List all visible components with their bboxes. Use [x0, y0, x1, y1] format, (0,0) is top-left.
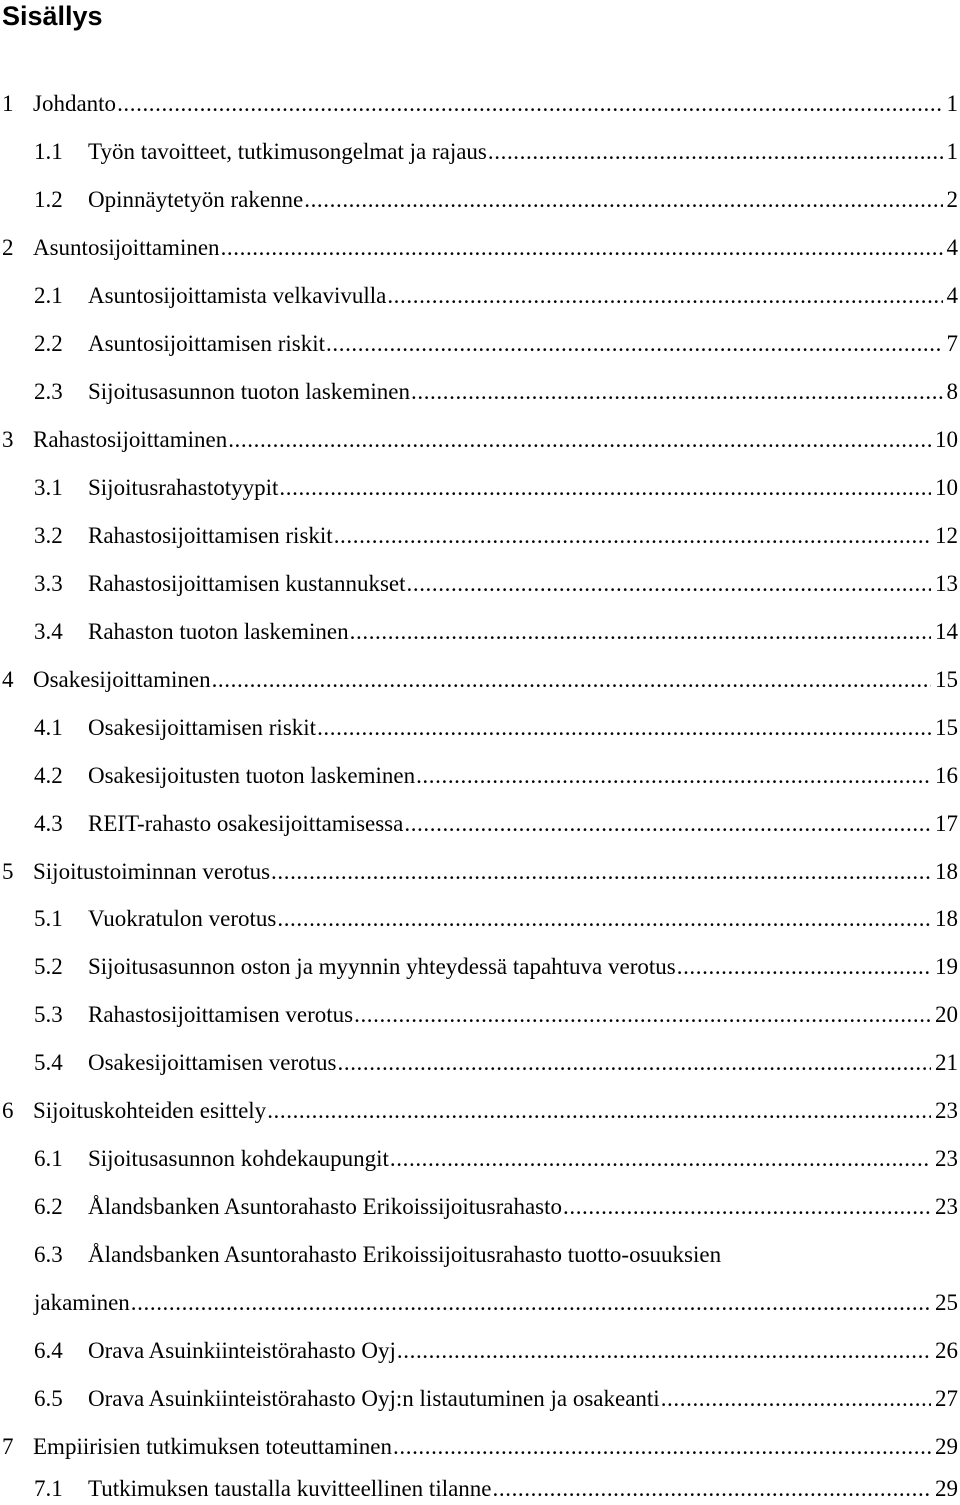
toc-entry-title: Tutkimuksen taustalla kuvitteellinen tilanne: [88, 1476, 492, 1501]
toc-entry-1[interactable]: [2, 88, 960, 120]
toc-entry-title: Osakesijoittamisen riskit: [88, 715, 317, 740]
toc-entry-number: 6: [2, 1098, 14, 1123]
toc-entry-number: 5: [2, 859, 14, 884]
toc-entry-number: 3.1: [34, 475, 63, 500]
toc-entry-number: 7: [2, 1434, 14, 1459]
toc-entry-number: 1.1: [34, 139, 63, 164]
toc-entry-title-continuation: jakaminen: [34, 1290, 130, 1315]
toc-entry-number: 6.1: [34, 1146, 63, 1171]
toc-entry-7[interactable]: [2, 1431, 960, 1463]
toc-entry-page: 26: [935, 1338, 958, 1363]
toc-entry-title: Sijoitusasunnon tuoton laskeminen: [88, 379, 410, 404]
toc-entry-page: 8: [946, 379, 958, 404]
toc-entry-title: Opinnäytetyön rakenne: [88, 187, 304, 212]
toc-dot-leader: [393, 1431, 931, 1463]
toc-entry-page: 15: [935, 715, 958, 740]
toc-entry-3-3[interactable]: [34, 568, 960, 600]
toc-entry-5[interactable]: [2, 856, 960, 888]
toc-entry-page: 27: [935, 1386, 958, 1411]
toc-entry-title: Rahaston tuoton laskeminen: [88, 619, 349, 644]
toc-entry-1-2[interactable]: [34, 184, 960, 216]
toc-entry-1-1[interactable]: [34, 136, 960, 168]
toc-entry-5-4[interactable]: [34, 1047, 960, 1079]
toc-entry-3-2[interactable]: [34, 520, 960, 552]
toc-entry-title: Vuokratulon verotus: [88, 906, 277, 931]
toc-entry-2-3[interactable]: [34, 376, 960, 408]
toc-entry-title: Orava Asuinkiinteistörahasto Oyj:n listautuminen ja osakeanti: [88, 1386, 660, 1411]
toc-entry-page: 12: [935, 523, 958, 548]
toc-dot-leader: [354, 999, 931, 1031]
toc-entry-title: Empiirisien tutkimuksen toteuttaminen: [33, 1434, 393, 1459]
toc-entry-3[interactable]: [2, 424, 960, 456]
toc-entry-title: Asuntosijoittamista velkavivulla: [88, 283, 387, 308]
toc-entry-title: Asuntosijoittamisen riskit: [88, 331, 326, 356]
toc-entry-page: 23: [935, 1146, 958, 1171]
toc-entry-number: 2.2: [34, 331, 63, 356]
toc-entry-6-2[interactable]: [34, 1191, 960, 1223]
toc-dot-leader: [221, 232, 943, 264]
toc-entry-number: 3.3: [34, 571, 63, 596]
toc-entry-number: 2: [2, 235, 14, 260]
toc-dot-leader: [350, 616, 931, 648]
toc-entry-page: 2: [946, 187, 958, 212]
toc-entry-6[interactable]: [2, 1095, 960, 1127]
toc-entry-title: Rahastosijoittamisen kustannukset: [88, 571, 406, 596]
toc-entry-page: 4: [946, 235, 958, 260]
toc-dot-leader: [212, 664, 931, 696]
toc-entry-page: 18: [935, 906, 958, 931]
toc-entry-title: Ålandsbanken Asuntorahasto Erikoissijoitusrahasto: [88, 1194, 562, 1219]
toc-dot-leader: [271, 856, 931, 888]
toc-entry-title: Osakesijoittamisen verotus: [88, 1050, 337, 1075]
toc-entry-page: 23: [935, 1098, 958, 1123]
toc-entry-4[interactable]: [2, 664, 960, 696]
toc-entry-number: 4: [2, 667, 14, 692]
toc-entry-title: Sijoitustoiminnan verotus: [33, 859, 271, 884]
toc-entry-page: 1: [946, 91, 958, 116]
toc-entry-page: 17: [935, 811, 958, 836]
toc-entry-number: 5.2: [34, 954, 63, 979]
toc-entry-5-3[interactable]: [34, 999, 960, 1031]
toc-entry-number: 6.2: [34, 1194, 63, 1219]
toc-entry-number: 3.2: [34, 523, 63, 548]
toc-entry-6-4[interactable]: [34, 1335, 960, 1367]
toc-dot-leader: [387, 280, 942, 312]
toc-entry-6-5[interactable]: [34, 1383, 960, 1415]
toc-entry-number: 1.2: [34, 187, 63, 212]
toc-dot-leader: [334, 520, 931, 552]
toc-entry-page: 29: [935, 1476, 958, 1501]
toc-entry-number: 7.1: [34, 1476, 63, 1501]
toc-entry-3-4[interactable]: [34, 616, 960, 648]
toc-entry-number: 3: [2, 427, 14, 452]
toc-dot-leader: [277, 903, 931, 935]
toc-dot-leader: [390, 1143, 931, 1175]
toc-entry-2[interactable]: [2, 232, 960, 264]
toc-entry-title: Johdanto: [33, 91, 117, 116]
toc-entry-number: 5.4: [34, 1050, 63, 1075]
toc-entry-page: 23: [935, 1194, 958, 1219]
toc-entry-4-1[interactable]: [34, 712, 960, 744]
toc-entry-page: 1: [946, 139, 958, 164]
toc-entry-3-1[interactable]: [34, 472, 960, 504]
toc-entry-title: Asuntosijoittaminen: [33, 235, 220, 260]
toc-dot-leader: [267, 1095, 931, 1127]
toc-entry-number: 6.4: [34, 1338, 63, 1363]
toc-entry-page: 7: [946, 331, 958, 356]
toc-entry-number: 1: [2, 91, 14, 116]
toc-entry-4-3[interactable]: [34, 808, 960, 840]
toc-entry-page: 10: [935, 427, 958, 452]
toc-dot-leader: [397, 1335, 931, 1367]
toc-entry-page: 21: [935, 1050, 958, 1075]
toc-entry-page: 4: [946, 283, 958, 308]
toc-dot-leader: [117, 88, 942, 120]
toc-dot-leader: [326, 328, 942, 360]
toc-entry-title: Sijoitusasunnon kohdekaupungit: [88, 1146, 389, 1171]
toc-entry-title: Ålandsbanken Asuntorahasto Erikoissijoitusrahasto tuotto-osuuksien: [88, 1242, 722, 1267]
toc-dot-leader: [411, 376, 943, 408]
toc-entry-page: 29: [935, 1434, 958, 1459]
toc-dot-leader: [407, 568, 932, 600]
toc-dot-leader: [404, 808, 931, 840]
toc-entry-title: Sijoitusrahastotyypit: [88, 475, 279, 500]
toc-entry-page: 10: [935, 475, 958, 500]
toc-entry-6-3-continuation: [34, 1287, 960, 1319]
toc-entry-6-1[interactable]: [34, 1143, 960, 1175]
toc-entry-number: 5.3: [34, 1002, 63, 1027]
toc-entry-2-2[interactable]: [34, 328, 960, 360]
toc-entry-title: Orava Asuinkiinteistörahasto Oyj: [88, 1338, 396, 1363]
toc-entry-title: Osakesijoittaminen: [33, 667, 211, 692]
toc-dot-leader: [677, 951, 931, 983]
toc-dot-leader: [317, 712, 931, 744]
toc-entry-number: 6.5: [34, 1386, 63, 1411]
toc-entry-number: 4.1: [34, 715, 63, 740]
toc-entry-number: 5.1: [34, 906, 63, 931]
toc-entry-title: Rahastosijoittamisen verotus: [88, 1002, 354, 1027]
toc-entry-2-1[interactable]: [34, 280, 960, 312]
toc-entry-title: Rahastosijoittamisen riskit: [88, 523, 333, 548]
toc-entry-page: 14: [935, 619, 958, 644]
toc-entry-title: REIT-rahasto osakesijoittamisessa: [88, 811, 404, 836]
toc-entry-number: 6.3: [34, 1242, 63, 1267]
toc-entry-page: 13: [935, 571, 958, 596]
toc-entry-page: 18: [935, 859, 958, 884]
toc-entry-title: Työn tavoitteet, tutkimusongelmat ja rajaus: [88, 139, 487, 164]
toc-entry-number: 2.1: [34, 283, 63, 308]
toc-dot-leader: [493, 1473, 931, 1505]
toc-entry-5-1[interactable]: [34, 903, 960, 935]
toc-dot-leader: [416, 760, 931, 792]
toc-entry-title: Osakesijoitusten tuoton laskeminen: [88, 763, 416, 788]
toc-entry-page: 15: [935, 667, 958, 692]
toc-dot-leader: [338, 1047, 932, 1079]
toc-entry-page: 25: [935, 1290, 958, 1315]
toc-dot-leader: [488, 136, 943, 168]
toc-entry-5-2[interactable]: [34, 951, 960, 983]
toc-entry-page: 19: [935, 954, 958, 979]
toc-dot-leader: [304, 184, 942, 216]
toc-entry-title: Sijoituskohteiden esittely: [33, 1098, 267, 1123]
toc-entry-number: 3.4: [34, 619, 63, 644]
toc-entry-title: Sijoitusasunnon oston ja myynnin yhteydessä tapahtuva verotus: [88, 954, 676, 979]
toc-dot-leader: [661, 1383, 931, 1415]
toc-dot-leader: [228, 424, 931, 456]
toc-entry-number: 2.3: [34, 379, 63, 404]
toc-entry-page: 16: [935, 763, 958, 788]
toc-dot-leader: [563, 1191, 931, 1223]
toc-dot-leader: [279, 472, 931, 504]
toc-dot-leader: [131, 1287, 931, 1319]
page-title: Sisällys: [2, 1, 103, 31]
toc-entry-number: 4.3: [34, 811, 63, 836]
toc-entry-page: 20: [935, 1002, 958, 1027]
toc-entry-title: Rahastosijoittaminen: [33, 427, 228, 452]
toc-entry-number: 4.2: [34, 763, 63, 788]
toc-entry-7-1[interactable]: [34, 1473, 960, 1505]
toc-entry-4-2[interactable]: [34, 760, 960, 792]
